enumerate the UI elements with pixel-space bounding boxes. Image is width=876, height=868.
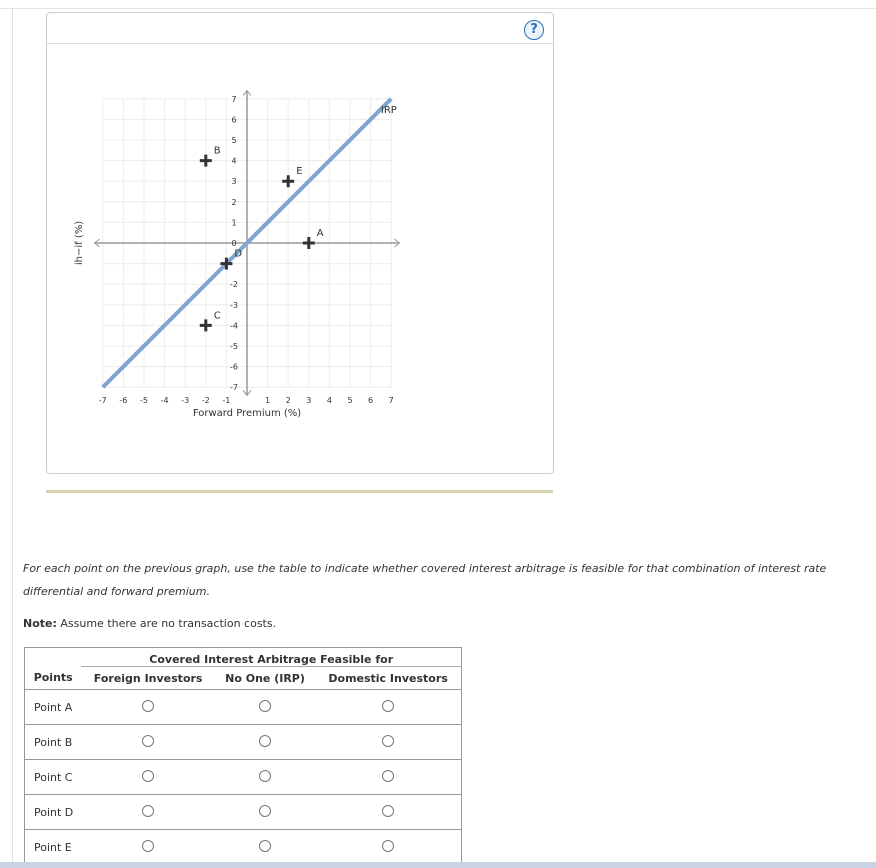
row-label: Point D xyxy=(25,795,82,830)
y-tick-label: -2 xyxy=(230,280,238,290)
y-tick-label: -7 xyxy=(230,383,238,393)
radio-domestic[interactable] xyxy=(382,805,394,817)
x-tick-label: -4 xyxy=(160,396,169,406)
x-tick-label: -6 xyxy=(119,396,128,406)
radio-noone[interactable] xyxy=(259,805,271,817)
x-tick-label: -1 xyxy=(222,396,231,406)
radio-noone[interactable] xyxy=(259,770,271,782)
point-marker-e xyxy=(282,175,294,187)
group-header: Covered Interest Arbitrage Feasible for xyxy=(81,648,461,667)
col-noone: No One (IRP) xyxy=(215,667,315,690)
radio-foreign[interactable] xyxy=(142,700,154,712)
radio-foreign[interactable] xyxy=(142,840,154,852)
y-tick-label: -4 xyxy=(230,321,238,331)
row-label: Point E xyxy=(25,830,82,865)
bottom-bar xyxy=(0,862,876,868)
radio-noone[interactable] xyxy=(259,700,271,712)
row-label: Point A xyxy=(25,690,82,725)
x-tick-label: 5 xyxy=(347,396,353,406)
y-tick-label: -5 xyxy=(230,342,238,351)
table-row xyxy=(25,725,462,760)
point-marker-c xyxy=(200,319,212,331)
x-tick-label: 2 xyxy=(285,396,291,406)
radio-foreign[interactable] xyxy=(142,770,154,782)
x-tick-label: -3 xyxy=(181,396,190,406)
y-tick-label: -3 xyxy=(230,300,238,310)
radio-foreign[interactable] xyxy=(142,805,154,817)
table-row xyxy=(25,795,462,830)
point-label-a: A xyxy=(316,228,324,239)
x-tick-label: 1 xyxy=(265,396,271,406)
y-tick-label: 1 xyxy=(231,218,237,228)
y-tick-label: 7 xyxy=(231,94,237,104)
x-tick-label: 4 xyxy=(326,396,332,406)
y-tick-label: -6 xyxy=(230,362,238,372)
point-label-e: E xyxy=(296,166,303,178)
instructions: For each point on the previous graph, use the table to indicate whether covered interest arbitrage is feasible for that combination of interest rate differential and forward premium. xyxy=(23,562,827,598)
x-tick-label: -2 xyxy=(201,396,210,406)
point-marker-a xyxy=(303,237,315,249)
radio-foreign[interactable] xyxy=(142,735,154,747)
y-tick-label: 3 xyxy=(231,177,237,187)
note-label: Note: xyxy=(23,617,57,630)
radio-domestic[interactable] xyxy=(382,735,394,747)
y-tick-label: 4 xyxy=(231,156,237,166)
y-tick-label: 6 xyxy=(231,115,237,125)
x-tick-label: 3 xyxy=(306,396,312,406)
irp-label: IRP xyxy=(380,105,397,117)
point-marker-b xyxy=(200,155,212,167)
radio-domestic[interactable] xyxy=(382,770,394,782)
y-tick-label: 2 xyxy=(231,197,237,207)
x-axis-label: Forward Premium (%) xyxy=(192,408,302,420)
radio-noone[interactable] xyxy=(259,840,271,852)
arbitrage-table xyxy=(24,647,462,865)
help-icon[interactable]: ? xyxy=(524,20,544,40)
point-label-b: B xyxy=(213,145,221,157)
row-label: Point C xyxy=(25,760,82,795)
col-foreign: Foreign Investors xyxy=(81,667,214,690)
x-tick-label: 6 xyxy=(368,396,374,406)
table-row xyxy=(25,690,462,725)
x-tick-label: -7 xyxy=(98,396,107,406)
col-points: Points xyxy=(25,667,82,690)
table-row xyxy=(25,830,462,865)
y-tick-label: 5 xyxy=(231,136,237,145)
x-tick-label: 7 xyxy=(388,396,394,406)
y-tick-label: 0 xyxy=(231,239,237,248)
note xyxy=(23,617,276,630)
table-row xyxy=(25,760,462,795)
x-tick-label: -5 xyxy=(140,396,148,406)
radio-noone[interactable] xyxy=(259,735,271,747)
col-domestic: Domestic Investors xyxy=(315,667,461,690)
point-label-d: D xyxy=(234,248,243,260)
radio-domestic[interactable] xyxy=(382,700,394,712)
y-axis-label: ih−if (%) xyxy=(74,220,85,266)
row-label: Point B xyxy=(25,725,82,760)
radio-domestic[interactable] xyxy=(382,840,394,852)
point-label-c: C xyxy=(213,310,221,322)
divider xyxy=(46,490,553,493)
note-text: Assume there are no transaction costs. xyxy=(56,617,277,630)
